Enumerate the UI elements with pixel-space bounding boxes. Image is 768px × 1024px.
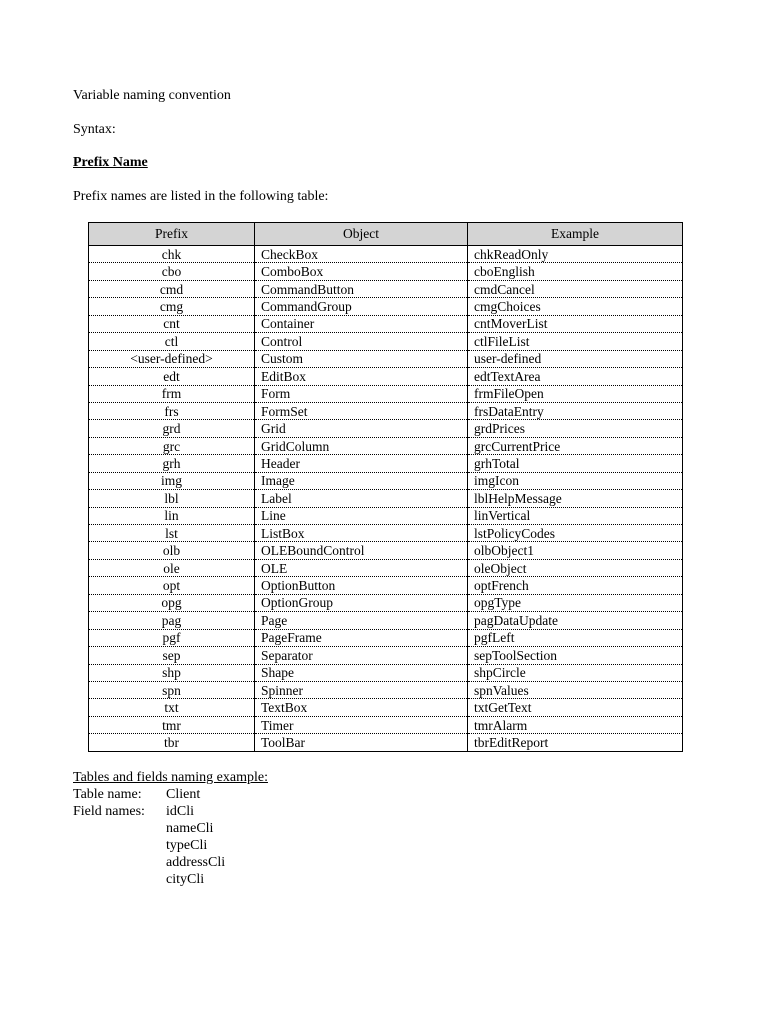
object-cell: Timer bbox=[255, 716, 468, 733]
example-cell: lblHelpMessage bbox=[468, 490, 683, 507]
table-row bbox=[89, 612, 683, 629]
object-cell: FormSet bbox=[255, 402, 468, 419]
example-cell: olbObject1 bbox=[468, 542, 683, 559]
object-cell: Separator bbox=[255, 647, 468, 664]
example-cell: txtGetText bbox=[468, 699, 683, 716]
object-cell: OptionButton bbox=[255, 577, 468, 594]
object-cell: OLE bbox=[255, 559, 468, 576]
field-name-item: nameCli bbox=[166, 821, 214, 836]
table-row bbox=[89, 315, 683, 332]
prefix-cell: tmr bbox=[89, 716, 255, 733]
example-cell: user-defined bbox=[468, 350, 683, 367]
table-row bbox=[89, 263, 683, 280]
object-cell: Line bbox=[255, 507, 468, 524]
prefix-cell: edt bbox=[89, 368, 255, 385]
object-cell: Form bbox=[255, 385, 468, 402]
example-cell: frsDataEntry bbox=[468, 402, 683, 419]
table-row bbox=[89, 385, 683, 402]
table-row bbox=[89, 455, 683, 472]
object-cell: ComboBox bbox=[255, 263, 468, 280]
prefix-cell: <user-defined> bbox=[89, 350, 255, 367]
object-cell: CommandButton bbox=[255, 280, 468, 297]
table-row bbox=[89, 420, 683, 437]
prefix-cell: grh bbox=[89, 455, 255, 472]
table-row bbox=[89, 594, 683, 611]
prefix-cell: opg bbox=[89, 594, 255, 611]
example-cell: imgIcon bbox=[468, 472, 683, 489]
object-cell: CommandGroup bbox=[255, 298, 468, 315]
table-row bbox=[89, 490, 683, 507]
example-cell: linVertical bbox=[468, 507, 683, 524]
example-cell: chkReadOnly bbox=[468, 246, 683, 263]
prefix-cell: grc bbox=[89, 437, 255, 454]
field-name-item: addressCli bbox=[166, 855, 226, 870]
table-row bbox=[89, 559, 683, 576]
field-names-label: Field names: bbox=[73, 804, 145, 819]
prefix-cell: txt bbox=[89, 699, 255, 716]
example-cell: grhTotal bbox=[468, 455, 683, 472]
object-cell: Container bbox=[255, 315, 468, 332]
object-cell: Label bbox=[255, 490, 468, 507]
table-name-value: Client bbox=[166, 787, 201, 802]
example-cell: spnValues bbox=[468, 681, 683, 698]
table-row bbox=[89, 681, 683, 698]
field-name-item: typeCli bbox=[166, 838, 208, 853]
prefix-cell: ctl bbox=[89, 333, 255, 350]
intro-text: Prefix names are listed in the following table: bbox=[73, 189, 329, 204]
object-cell: CheckBox bbox=[255, 246, 468, 263]
prefix-cell: lbl bbox=[89, 490, 255, 507]
prefix-cell: img bbox=[89, 472, 255, 489]
object-cell: OLEBoundControl bbox=[255, 542, 468, 559]
table-row bbox=[89, 525, 683, 542]
example-cell: optFrench bbox=[468, 577, 683, 594]
prefix-cell: frm bbox=[89, 385, 255, 402]
object-cell: GridColumn bbox=[255, 437, 468, 454]
table-row bbox=[89, 350, 683, 367]
header-example: Example bbox=[468, 223, 683, 246]
object-cell: TextBox bbox=[255, 699, 468, 716]
table-row bbox=[89, 699, 683, 716]
object-cell: Page bbox=[255, 612, 468, 629]
example-cell: opgType bbox=[468, 594, 683, 611]
object-cell: Spinner bbox=[255, 681, 468, 698]
example-cell: grdPrices bbox=[468, 420, 683, 437]
field-name-item: cityCli bbox=[166, 872, 205, 887]
prefix-cell: opt bbox=[89, 577, 255, 594]
table-row bbox=[89, 280, 683, 297]
example-cell: grcCurrentPrice bbox=[468, 437, 683, 454]
table-row bbox=[89, 472, 683, 489]
table-row bbox=[89, 734, 683, 751]
prefix-cell: lst bbox=[89, 525, 255, 542]
prefix-cell: cmd bbox=[89, 280, 255, 297]
example-cell: pagDataUpdate bbox=[468, 612, 683, 629]
example-cell: frmFileOpen bbox=[468, 385, 683, 402]
prefix-cell: sep bbox=[89, 647, 255, 664]
object-cell: ToolBar bbox=[255, 734, 468, 751]
example-cell: tmrAlarm bbox=[468, 716, 683, 733]
example-cell: cmdCancel bbox=[468, 280, 683, 297]
prefix-cell: tbr bbox=[89, 734, 255, 751]
example-cell: lstPolicyCodes bbox=[468, 525, 683, 542]
prefix-cell: shp bbox=[89, 664, 255, 681]
object-cell: Image bbox=[255, 472, 468, 489]
example-cell: sepToolSection bbox=[468, 647, 683, 664]
prefix-cell: cmg bbox=[89, 298, 255, 315]
table-header-row bbox=[89, 223, 683, 246]
table-row bbox=[89, 664, 683, 681]
table-row bbox=[89, 333, 683, 350]
object-cell: EditBox bbox=[255, 368, 468, 385]
prefix-cell: chk bbox=[89, 246, 255, 263]
tables-example-heading: Tables and fields naming example: bbox=[73, 770, 268, 785]
object-cell: Grid bbox=[255, 420, 468, 437]
table-row bbox=[89, 246, 683, 263]
table-row bbox=[89, 507, 683, 524]
example-cell: cntMoverList bbox=[468, 315, 683, 332]
example-cell: cboEnglish bbox=[468, 263, 683, 280]
object-cell: OptionGroup bbox=[255, 594, 468, 611]
prefix-cell: spn bbox=[89, 681, 255, 698]
example-cell: tbrEditReport bbox=[468, 734, 683, 751]
header-object: Object bbox=[255, 223, 468, 246]
prefix-cell: pag bbox=[89, 612, 255, 629]
table-row bbox=[89, 298, 683, 315]
syntax-label: Syntax: bbox=[73, 122, 116, 137]
example-cell: cmgChoices bbox=[468, 298, 683, 315]
object-cell: Control bbox=[255, 333, 468, 350]
field-name-item: idCli bbox=[166, 804, 195, 819]
table-row bbox=[89, 716, 683, 733]
prefix-table bbox=[88, 222, 683, 752]
object-cell: Header bbox=[255, 455, 468, 472]
example-cell: shpCircle bbox=[468, 664, 683, 681]
document-title: Variable naming convention bbox=[73, 88, 231, 103]
table-name-label: Table name: bbox=[73, 787, 142, 802]
prefix-cell: frs bbox=[89, 402, 255, 419]
table-row bbox=[89, 629, 683, 646]
table-row bbox=[89, 368, 683, 385]
example-cell: ctlFileList bbox=[468, 333, 683, 350]
table-row bbox=[89, 402, 683, 419]
example-cell: oleObject bbox=[468, 559, 683, 576]
example-cell: edtTextArea bbox=[468, 368, 683, 385]
prefix-cell: ole bbox=[89, 559, 255, 576]
object-cell: Custom bbox=[255, 350, 468, 367]
prefix-cell: olb bbox=[89, 542, 255, 559]
table-row bbox=[89, 647, 683, 664]
object-cell: Shape bbox=[255, 664, 468, 681]
prefix-cell: pgf bbox=[89, 629, 255, 646]
prefix-cell: cbo bbox=[89, 263, 255, 280]
object-cell: ListBox bbox=[255, 525, 468, 542]
table-row bbox=[89, 542, 683, 559]
example-cell: pgfLeft bbox=[468, 629, 683, 646]
table-row bbox=[89, 577, 683, 594]
prefix-cell: grd bbox=[89, 420, 255, 437]
prefix-name-heading: Prefix Name bbox=[73, 155, 148, 170]
prefix-cell: lin bbox=[89, 507, 255, 524]
header-prefix: Prefix bbox=[89, 223, 255, 246]
table-row bbox=[89, 437, 683, 454]
prefix-cell: cnt bbox=[89, 315, 255, 332]
object-cell: PageFrame bbox=[255, 629, 468, 646]
